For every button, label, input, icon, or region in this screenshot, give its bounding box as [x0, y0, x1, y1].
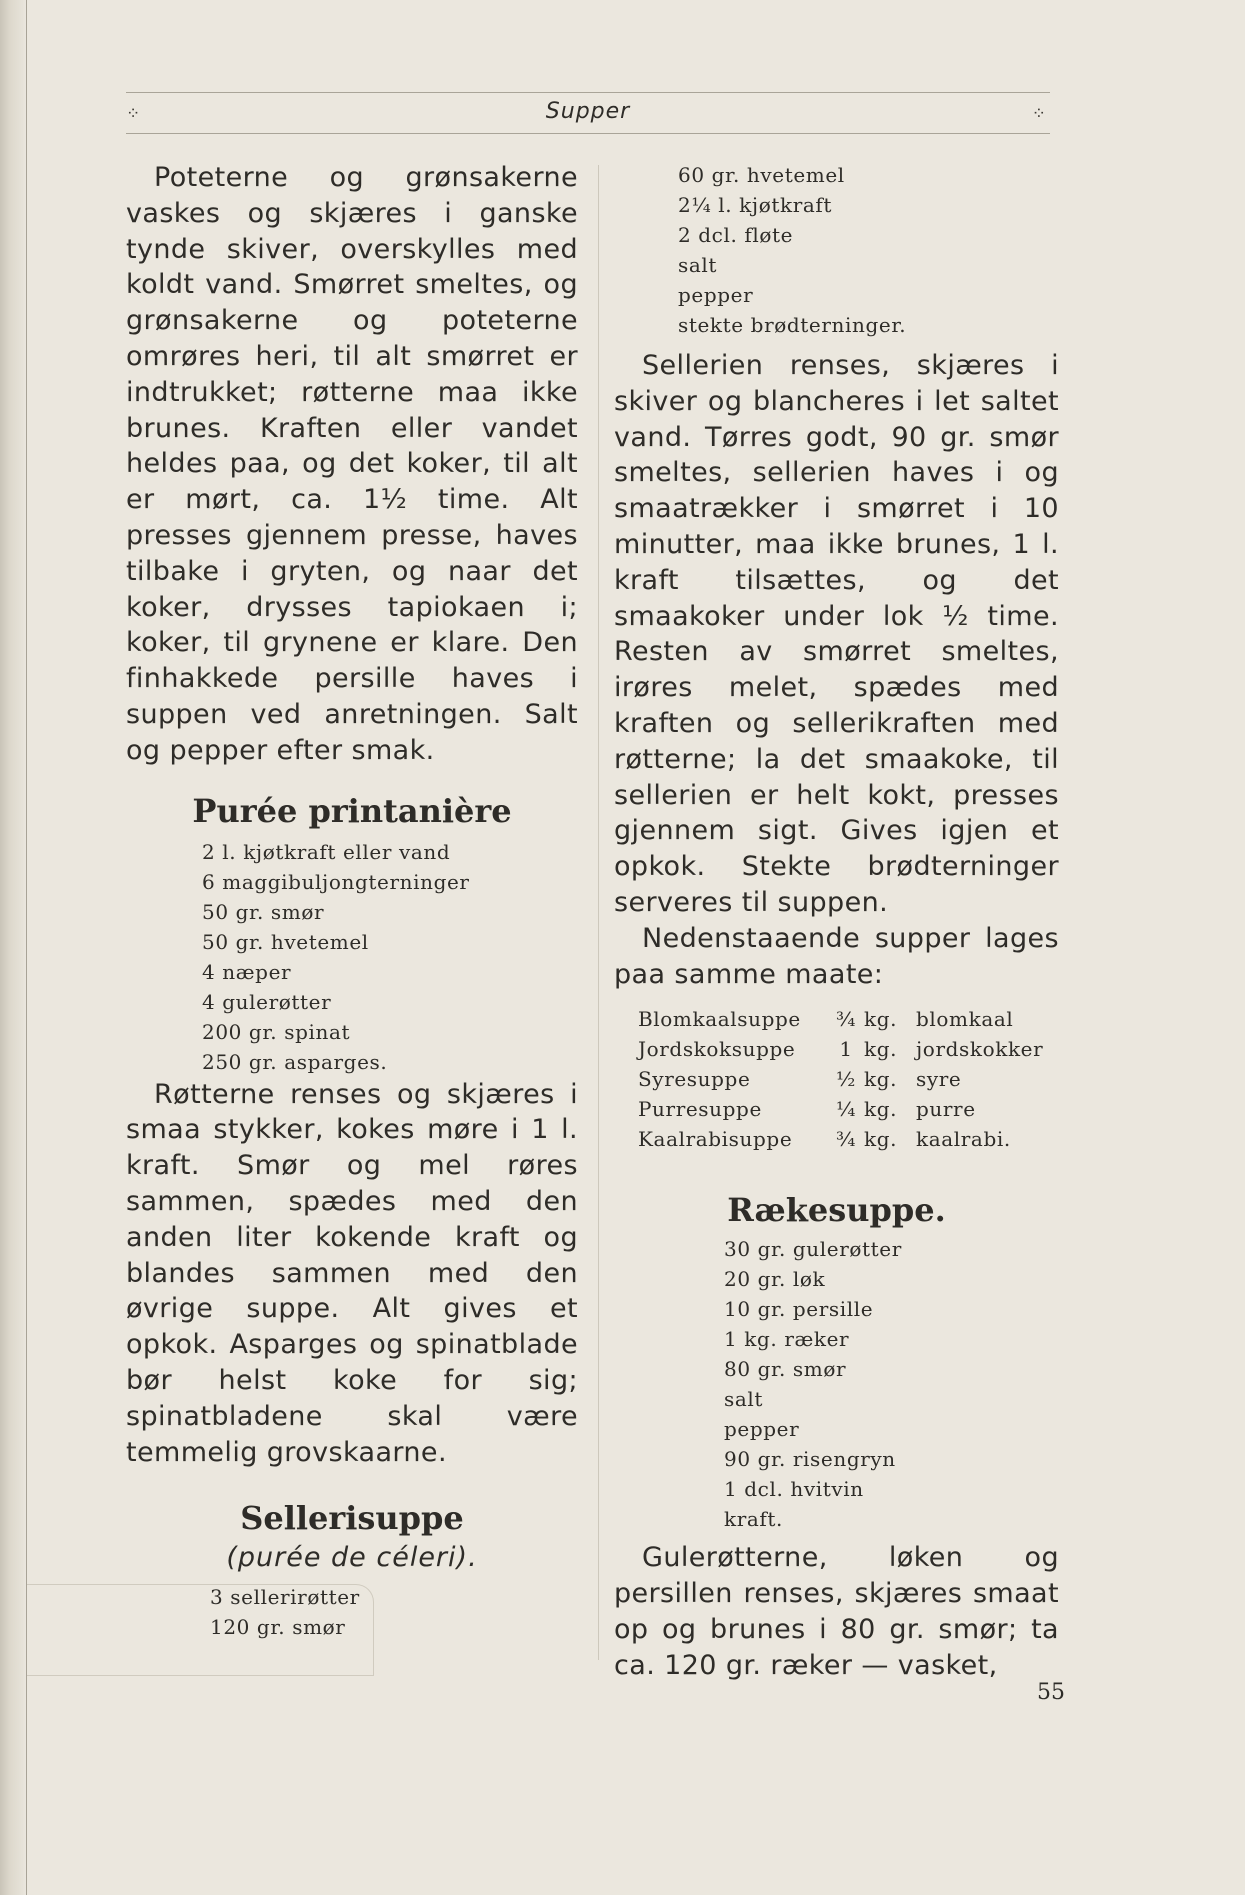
ingredient-item: 2¼ l. kjøtkraft: [678, 193, 833, 217]
ingredient-item: 250 gr. asparges.: [202, 1049, 388, 1074]
soup-name: Jordskoksuppe: [638, 1037, 796, 1062]
ingredient-item: 2 dcl. fløte: [678, 223, 794, 247]
ingredient-item: salt: [724, 1387, 764, 1412]
soup-variants-table: [638, 1004, 1043, 1154]
soup-name: Purresuppe: [638, 1097, 762, 1122]
soup-ingredient: syre: [916, 1067, 962, 1092]
soup-ingredient: kaalrabi.: [916, 1127, 1011, 1152]
puree-ingredients: [202, 837, 578, 1077]
running-header: [126, 92, 1050, 136]
soup-ingredient: jordskokker: [916, 1037, 1044, 1062]
raeke-ingredients: [724, 1234, 1059, 1534]
ingredient-item: 2 l. kjøtkraft eller vand: [202, 839, 451, 864]
ingredient-item: 20 gr. løk: [724, 1267, 826, 1292]
ingredient-item: 1 kg. ræker: [724, 1327, 850, 1352]
ingredient-item: 10 gr. persille: [724, 1297, 874, 1322]
ingredient-item: 80 gr. smør: [724, 1357, 847, 1382]
ingredient-item: stekte brødterninger.: [678, 313, 907, 337]
ingredient-item: 1 dcl. hvitvin: [724, 1477, 864, 1502]
soup-unit: kg.: [864, 1067, 898, 1092]
ornament-left-icon: ⁘: [126, 104, 141, 124]
ingredient-item: 3 sellerirøtter: [210, 1585, 360, 1610]
ingredient-item: 4 gulerøtter: [202, 989, 332, 1014]
ingredient-item: 90 gr. risengryn: [724, 1447, 896, 1472]
soup-unit: kg.: [864, 1037, 898, 1062]
left-column: [126, 160, 578, 1642]
soup-name: Blomkaalsuppe: [638, 1007, 801, 1032]
raeke-title: Rækesuppe.: [727, 1191, 946, 1230]
page-number: 55: [1037, 1680, 1065, 1705]
table-row: [638, 1034, 1043, 1064]
table-row: [638, 1094, 1043, 1124]
ingredient-item: 30 gr. gulerøtter: [724, 1237, 902, 1262]
soup-unit: kg.: [864, 1007, 898, 1032]
ingredient-item: pepper: [678, 283, 754, 307]
selleri-ingredients: [210, 1582, 578, 1642]
ingredient-item: pepper: [724, 1417, 800, 1442]
ornament-right-icon: ⁘: [1031, 104, 1046, 124]
ingredient-item: 4 næper: [202, 959, 292, 984]
selleri-subtitle: (purée de céleri).: [226, 1542, 478, 1574]
soup-ingredient: blomkaal: [916, 1007, 1014, 1032]
soup-qty: ¾: [836, 1127, 856, 1152]
soup-unit: kg.: [864, 1127, 898, 1152]
soup-qty: ¼: [836, 1097, 856, 1122]
soup-qty: ½: [836, 1067, 856, 1092]
ingredient-item: 50 gr. hvetemel: [202, 929, 369, 954]
ingredient-item: 120 gr. smør: [210, 1615, 346, 1640]
right-column: [614, 160, 1059, 1684]
ingredient-item: salt: [678, 253, 718, 277]
soup-unit: kg.: [864, 1097, 898, 1122]
selleri-title: Sellerisuppe: [240, 1499, 464, 1538]
selleri-ingredients-continued: [678, 160, 1059, 340]
selleri-method: Sellerien renses, skjæres i skiver og blancheres i let saltet vand. Tørres godt, 90 gr. smør smeltes, sellerien haves i og smaatrækker i smørret i 10 minutter, maa ikke brunes, 1 l. kraft tilsættes, og det smaakoker under lok ½ time. Resten av smørret smeltes, irøres melet, spædes med kraften og sellerikraften med røtterne; la det smaakoke, til sellerien er helt kokt, presses gjennem sigt. Gives igjen et opkok. Stekte brødterninger serveres til suppen.: [614, 350, 1059, 918]
ingredient-item: 6 maggibuljongterninger: [202, 869, 470, 894]
column-divider: [598, 165, 599, 1660]
ingredient-item: 60 gr. hvetemel: [678, 163, 845, 187]
soup-ingredient: purre: [916, 1097, 976, 1122]
ingredient-item: 50 gr. smør: [202, 899, 325, 924]
page-binding-edge: [0, 0, 27, 1895]
soup-qty: 1: [839, 1037, 853, 1062]
running-title: Supper: [545, 99, 631, 124]
header-rule-bottom: [126, 133, 1050, 134]
table-row: [638, 1064, 1043, 1094]
puree-method: Røtterne renses og skjæres i smaa stykker, kokes møre i 1 l. kraft. Smør og mel røres sammen, spædes med den anden liter kokende kraft og blandes sammen med den øvrige suppe. Alt gives et opkok. Asparges og spinatblade bør helst koke for sig; spinatbladene skal være temmelig grovskaarne.: [126, 1078, 578, 1468]
ingredient-item: kraft.: [724, 1507, 784, 1532]
table-row: [638, 1004, 1043, 1034]
intro-paragraph: Poteterne og grønsakerne vaskes og skjæres i ganske tynde skiver, overskylles med koldt vand. Smørret smeltes, og grønsakerne og poteterne omrøres heri, til alt smørret er indtrukket; røtterne maa ikke brunes. Kraften eller vandet heldes paa, og det koker, til alt er mørt, ca. 1½ time. Alt presses gjennem presse, haves tilbake i gryten, og naar det koker, drysses tapiokaen i; koker, til grynene er klare. Den finhakkede persille haves i suppen ved anretningen. Salt og pepper efter smak.: [126, 162, 578, 766]
soup-name: Kaalrabisuppe: [638, 1127, 793, 1152]
ingredient-item: 200 gr. spinat: [202, 1019, 351, 1044]
soup-qty: ¾: [836, 1007, 856, 1032]
soup-name: Syresuppe: [638, 1067, 751, 1092]
raeke-method: Gulerøtterne, løken og persillen renses, skjæres smaat op og brunes i 80 gr. smør; ta ca. 120 gr. ræker — vasket,: [614, 1542, 1059, 1681]
header-rule-top: [126, 92, 1050, 93]
same-way-intro: Nedenstaaende supper lages paa samme maate:: [614, 922, 1059, 990]
table-row: [638, 1124, 1043, 1154]
puree-title: Purée printanière: [192, 791, 512, 830]
